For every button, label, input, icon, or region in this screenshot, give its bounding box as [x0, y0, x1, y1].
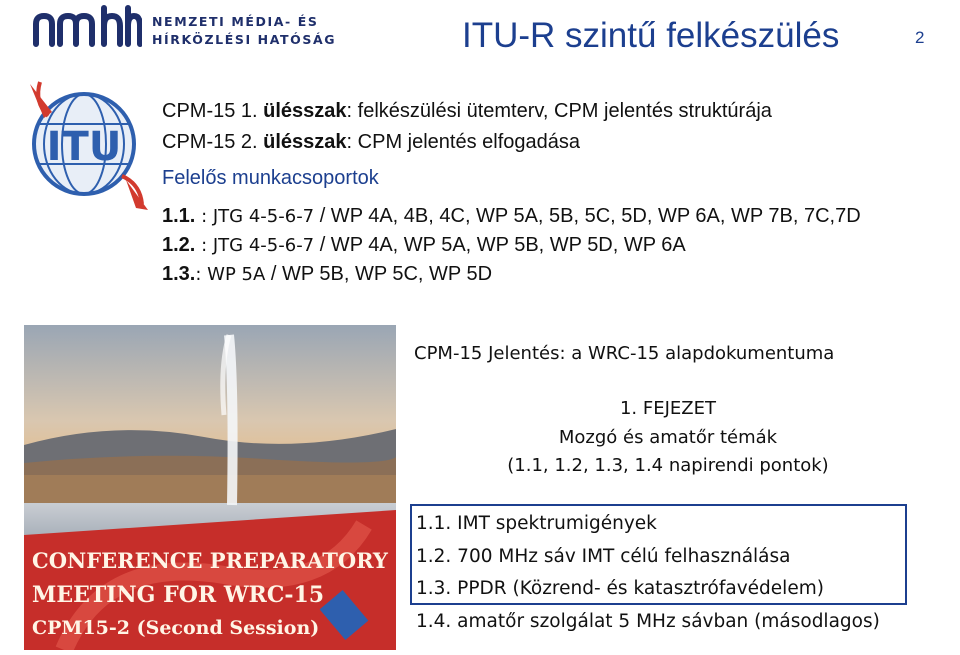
chapter-title: Mozgó és amatőr témák — [558, 427, 778, 448]
session2-bold: ülésszak — [263, 131, 347, 153]
session1-prefix: CPM-15 1. — [162, 100, 264, 122]
wg2-num: 1.2. — [162, 234, 196, 256]
wg1-jtg: : JTG 4-5-6-7 — [195, 206, 315, 227]
nmhh-logo-icon — [30, 2, 142, 50]
itu-emblem-icon — [22, 72, 152, 217]
cpm-poster-image — [24, 325, 396, 650]
org-name — [152, 13, 336, 49]
agenda-item: 1.4. amatőr szolgálat 5 MHz sávban (másodlagos) — [416, 611, 880, 632]
session1-bold: ülésszak — [263, 100, 347, 122]
poster-line3: CPM15-2 (Second Session) — [32, 617, 320, 639]
page-title: ITU-R szintű felkészülés — [462, 16, 840, 55]
session2-line — [162, 130, 580, 154]
chapter-agenda-items: (1.1, 1.2, 1.3, 1.4 napirendi pontok) — [507, 455, 829, 476]
working-groups-heading: Felelős munkacsoportok — [162, 167, 379, 189]
page-number: 2 — [915, 28, 925, 47]
org-name-line1: NEMZETI MÉDIA- ÉS — [152, 14, 319, 29]
session1-line — [162, 99, 772, 123]
wg3-rest: / WP 5B, WP 5C, WP 5D — [265, 263, 493, 285]
agenda-item: 1.1. IMT spektrumigények — [416, 513, 657, 534]
session2-prefix: CPM-15 2. — [162, 131, 264, 153]
wg2-rest: / WP 4A, WP 5A, WP 5B, WP 5D, WP 6A — [314, 234, 686, 256]
wg3-jtg: : WP 5A — [195, 264, 266, 285]
agenda-item: 1.2. 700 MHz sáv IMT célú felhasználása — [416, 546, 791, 567]
agenda-item: 1.3. PPDR (Közrend- és katasztrófavédelem) — [416, 578, 824, 599]
poster-line1: CONFERENCE PREPARATORY — [32, 548, 388, 573]
session1-rest: : felkészülési ütemterv, CPM jelentés struktúrája — [346, 100, 772, 122]
wg-line-1-2 — [162, 233, 686, 258]
org-name-line2: HÍRKÖZLÉSI HATÓSÁG — [152, 32, 337, 47]
wg1-num: 1.1. — [162, 205, 196, 227]
wg-line-1-3 — [162, 262, 492, 287]
chapter-number: 1. FEJEZET — [619, 398, 716, 419]
itu-emblem-text: ITU — [46, 124, 122, 170]
wg2-jtg: : JTG 4-5-6-7 — [195, 235, 315, 256]
wg-line-1-1 — [162, 204, 861, 229]
report-title: CPM-15 Jelentés: a WRC-15 alapdokumentuma — [414, 343, 835, 364]
poster-line2: MEETING FOR WRC-15 — [32, 582, 325, 608]
wg1-rest: / WP 4A, 4B, 4C, WP 5A, 5B, 5C, 5D, WP 6A, WP 7B, 7C,7D — [314, 205, 861, 227]
wg3-num: 1.3. — [162, 263, 196, 285]
session2-rest: : CPM jelentés elfogadása — [346, 131, 581, 153]
